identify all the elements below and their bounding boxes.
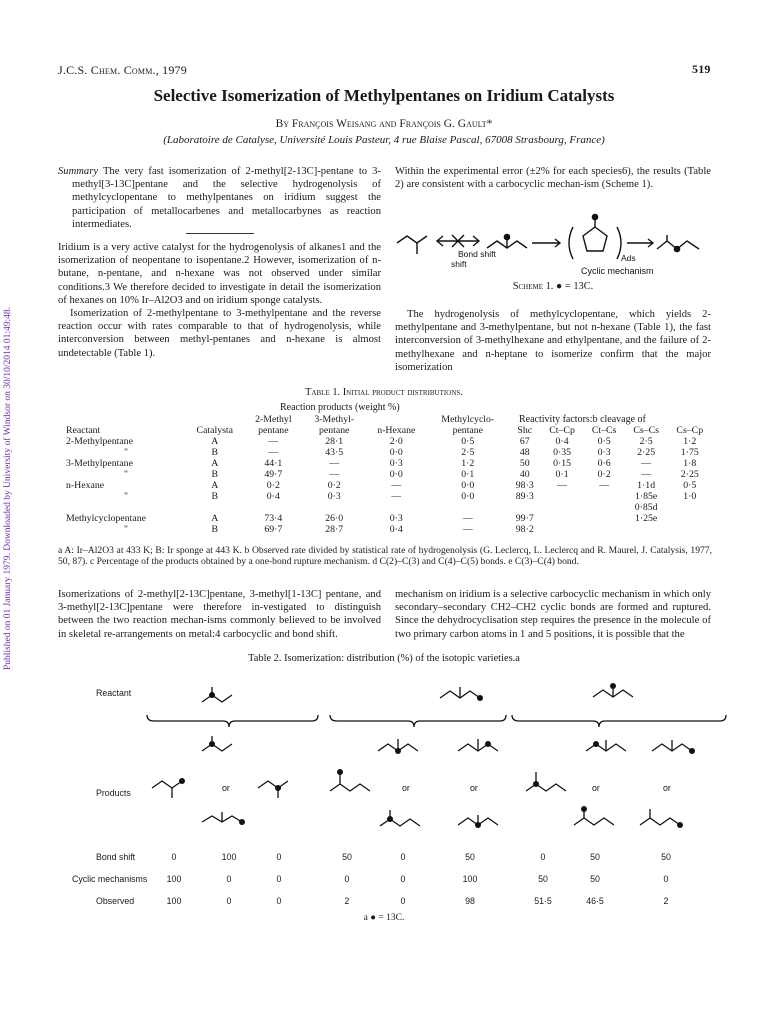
table-cell: 43·5 [325,447,344,458]
table-1-caption-text: Table 1. Initial product distributions. [305,387,463,398]
table-2-cell: 98 [465,896,475,906]
table-2-cell: 51·5 [534,896,552,906]
table-cell: 26·0 [325,513,344,524]
table-cell: 2·0 [389,436,403,447]
table-row [64,524,712,535]
summary-label: Summary [58,166,99,177]
table-cell: 0·3 [389,458,403,469]
table-cell: 0·2 [266,480,280,491]
table-2-cell: 0 [276,874,282,884]
table-cell: B [211,491,219,502]
table-cell: — [641,469,652,480]
table-cell: 49·7 [264,469,283,480]
th-top [509,414,541,425]
lower-right-paragraph: mechanism on iridium is a selective carbocyclic mechanism in which only secondary–secondary CH2–CH2 cyclic bonds are formed and ruptured. Since the dehydrocyclisation step requires the presence in the molecule of two primary carbon atoms in 1 and 5 positions, it is possible that the [395,589,711,640]
table-cell: 1·8 [683,458,697,469]
table-cell: — [462,524,473,535]
th: pentane [258,425,289,436]
table-cell: " [124,469,128,480]
hydrogenolysis-paragraph: The hydrogenolysis of methylcyclopentane, which yields 2-methylpentane and 3-methylpentane, but not n-hexane (Table 1), the fast interconversion of 3-methylhexane and ethylpentane, and the failure of 2-methylhexane and n-heptane to isomerize confirm that the major isomerization [395,309,711,373]
table-1-footnote: a A: Ir–Al2O3 at 433 K; B: Ir sponge at 443 K. b Observed rate divided by statistical rate of hydrogenolysis (G. Leclercq, L. Leclercq and R. Maurel, J. Catalysis, 1977, 50, 87). c Percentage of the products obtained by a one-bond rupture mechanism. d C(2)–C(3) and C(4)–C(5) bonds. e C(3)–C(4) bond. [58,545,712,568]
table-cell: — [557,480,567,491]
table-2-cell: 0 [226,874,232,884]
th: Cs–Cp [676,425,704,436]
th-top: Methylcyclo- [441,414,495,425]
table-cell [583,502,624,513]
table-row [64,513,712,524]
table-cell: A [211,513,219,524]
table-cell: 0·1 [555,469,569,480]
th: Cs–Cs [633,425,659,436]
download-notice-text: Published on 01 January 1979. Downloaded by University of Windsor on 30/10/2014 01:49:48. [3,306,13,670]
bond-shift-label: Bond shift [458,249,496,259]
table-cell: — [599,480,609,491]
right-body [395,308,711,374]
table-cell: A [211,480,219,491]
table-cell: 0·6 [597,458,611,469]
table-cell [541,513,584,524]
table-cell: 1·25e [634,513,658,524]
table-cell: 0·3 [389,513,403,524]
products-label: Products [96,788,131,798]
cyclic-mechanism-label: Cyclic mechanism [581,266,654,276]
th: Catalysta [196,425,233,436]
table-cell: 89·3 [515,491,534,502]
table-cell: 0·4 [266,491,280,502]
table-2-cell: 100 [221,852,237,862]
table-2-cell: 0 [226,896,232,906]
affiliation: (Laboratoire de Catalyse, Université Louis Pasteur, 4 rue Blaise Pascal, 67008 Strasbourg, France) [163,134,605,146]
table-cell: 2·5 [461,447,475,458]
table-cell [583,524,624,535]
table-cell [583,513,624,524]
svg-text:shift: shift [451,259,467,269]
download-notice [2,170,16,670]
table-2-cell: 46·5 [586,896,604,906]
table-cell: — [329,458,340,469]
table-cell: 0·2 [597,469,611,480]
left-body [58,241,381,360]
table-cell: 40 [519,469,530,480]
table-cell: 0·2 [327,480,341,491]
table-cell: — [268,436,279,447]
table-cell: — [641,458,652,469]
table-2-cell: 2 [344,896,350,906]
table-cell: 0·0 [461,491,475,502]
th: pentane [318,425,350,436]
table-cell: — [462,513,473,524]
table-cell: 1·0 [683,491,697,502]
table-2-cell: 0 [540,852,546,862]
table-cell: 2-Methylpentane [66,436,133,447]
table-cell: 0·0 [461,480,475,491]
table-2-cell: 50 [590,874,600,884]
table-cell [541,524,584,535]
table-1-header [64,425,712,436]
reactant-label: Reactant [96,688,132,698]
table-cell: 2·5 [639,436,653,447]
table-2-caption: Table 2. Isomerization: distribution (%) of the isotopic varieties.a [248,653,520,664]
table-2-row-label: Bond shift [96,852,136,862]
table-2-cell: 0 [400,852,406,862]
table-cell: A [211,458,219,469]
table-2-cell: 50 [538,874,548,884]
left-column [58,165,381,231]
table-cell: 0·0 [389,447,403,458]
table-2-cell: 50 [661,852,671,862]
table-cell: 1·1d [637,480,656,491]
or-label: or [663,783,671,793]
th: Ct–Cp [549,425,575,436]
table-cell [427,502,509,513]
table-cell: 0·5 [683,480,697,491]
th-top: 3-Methyl- [314,414,355,425]
table-row [64,480,712,491]
table-cell: A [211,436,219,447]
table-cell [64,502,186,513]
table-2-structures [140,665,730,835]
right-intro [395,165,711,191]
table-2-cell: 0 [344,874,350,884]
th-top: 2-Methyl [255,414,292,425]
table-cell: 0·35 [553,447,572,458]
table-cell [541,502,584,513]
table-cell: 28·7 [325,524,344,535]
table-cell: — [329,469,340,480]
table-cell: 50 [519,458,530,469]
table-cell: 28·1 [325,436,344,447]
table-cell: n-Hexane [66,480,105,491]
table-cell: 2·25 [637,447,656,458]
table-cell [303,502,366,513]
or-label: or [592,783,600,793]
table-2-cell: 50 [590,852,600,862]
table-cell: 2·25 [680,469,699,480]
table-cell: 98·3 [515,480,534,491]
table-1 [64,414,712,535]
table-2-cell: 2 [663,896,669,906]
table-cell: 0·3 [327,491,341,502]
table-cell [668,502,712,513]
scheme-1-caption: Scheme 1. ● = 13C. [512,281,594,292]
table-2-cell: 0 [663,874,669,884]
table-1-reactivity-group: Reactivity factors:b cleavage of [519,414,646,425]
th: n-Hexane [377,425,416,436]
table-row [64,491,712,502]
or-label: or [222,783,230,793]
table-1-header-top [64,414,712,425]
authors: By François Weisang and François G. Gault* [275,118,493,130]
table-cell: 0·5 [461,436,475,447]
table-2-footnote: a ● = 13C. [363,913,405,923]
table-1-caption [58,387,710,398]
table-1-products-group: Reaction products (weight %) [280,402,400,413]
isomerization-paragraph: Isomerization of 2-methylpentane to 3-methylpentane and the reverse reaction occur with rates comparable to that of hydrogenolysis, while interconversion between methyl-pentanes and n-hexane is almost undetectable (Table 1). [58,308,381,359]
table-cell: 98·2 [515,524,534,535]
th-top [668,414,712,425]
or-label: or [402,783,410,793]
table-cell [625,524,668,535]
table-row [64,458,712,469]
th-top [366,414,427,425]
table-cell: B [211,447,219,458]
table-2-cell: 0 [400,874,406,884]
table-2-cell: 100 [462,874,478,884]
table-2-row-label: Cyclic mechanisms [72,874,148,884]
table-cell [244,502,303,513]
table-cell: 0·15 [553,458,572,469]
table-cell: — [268,447,279,458]
table-2-cell: 0 [400,896,406,906]
table-cell: 1·85e [634,491,658,502]
table-2-cell: 0 [276,896,282,906]
table-2-cell: 100 [166,874,182,884]
th-top [583,414,624,425]
table-cell: 0·85d [634,502,658,513]
th: pentane [452,425,484,436]
table-cell: 73·4 [264,513,283,524]
table-cell [541,491,584,502]
table-cell: 0·3 [597,447,611,458]
table-cell: B [211,469,219,480]
table-cell: 69·7 [264,524,283,535]
table-cell: " [124,491,128,502]
page-number: 519 [692,62,711,76]
table-cell: B [211,524,219,535]
table-cell [509,502,541,513]
th: Ct–Cs [591,425,617,436]
table-cell [668,513,712,524]
table-2-cell: 0 [276,852,282,862]
table-cell: 48 [519,447,530,458]
th-top [186,414,245,425]
results-paragraph: Within the experimental error (±2% for each species6), the results (Table 2) are consistent with a carbocyclic mechan-ism (Scheme 1). [395,166,711,191]
th-top [541,414,584,425]
article-title: Selective Isomerization of Methylpentanes on Iridium Catalysts [153,86,615,105]
table-row [64,502,712,513]
table-cell: 1·2 [461,458,475,469]
table-cell: 0·1 [461,469,475,480]
table-2-cell: 100 [166,896,182,906]
table-cell: 1·75 [680,447,699,458]
th: Shc [517,425,533,436]
table-cell: — [391,480,402,491]
table-cell: 0·0 [389,469,403,480]
table-cell: 67 [519,436,530,447]
table-cell [583,491,624,502]
th-top [625,414,668,425]
lower-left-paragraph: Isomerizations of 2-methyl[2-13C]pentane, 3-methyl[1-13C] pentane, and 3-methyl[2-13C]pentane were therefore in-vestigated to distinguish between the two reaction mechan-isms commonly believed to be involved in skeletal re-arrangements on metal:4 carbocyclic and bond shift. [58,589,381,640]
table-cell: 99·7 [515,513,534,524]
th: Reactant [66,425,101,436]
summary [58,165,381,231]
table-cell [186,502,245,513]
table-cell [366,502,427,513]
running-head-journal: J.C.S. Chem. Comm., 1979 [58,63,187,77]
table-cell: 3-Methylpentane [66,458,133,469]
table-cell: — [391,491,402,502]
table-cell [668,524,712,535]
table-2-row-label: Observed [96,896,135,906]
table-cell: " [124,447,128,458]
table-2-cell: 0 [171,852,177,862]
table-cell: Methylcyclopentane [66,513,146,524]
table-cell: 0·4 [555,436,569,447]
ads-label: Ads [621,253,636,263]
table-cell: 0·5 [597,436,611,447]
or-label: or [470,783,478,793]
table-2-cell: 50 [342,852,352,862]
table-cell: 1·2 [683,436,697,447]
table-row [64,469,712,480]
table-row [64,447,712,458]
table-2-cell: 50 [465,852,475,862]
table-row [64,436,712,447]
th-top [64,414,186,425]
section-divider [186,233,254,234]
table-cell: " [124,524,128,535]
table-1-body [64,436,712,535]
table-cell: 44·1 [264,458,283,469]
table-cell: 0·4 [389,524,403,535]
summary-text: The very fast isomerization of 2-methyl[2-13C]-pentane to 3-methyl[3-13C]pentane and the selective hydrogenolysis of methylcyclopentane to methylpentanes on iridium suggest the participation of metallocarbenes and metallocarbynes as reaction intermediates. [72,166,381,230]
intro-paragraph: Iridium is a very active catalyst for the hydrogenolysis of alkanes1 and the isomerization of neopentane to isopentane.2 However, isomerization of n-butane, n-pentane, and n-hexane was not observed under similar conditions.3 We therefore decided to investigate in detail the isomerization of hexanes on 10% Ir–Al2O3 and on iridium sponge catalysts. [58,242,381,306]
